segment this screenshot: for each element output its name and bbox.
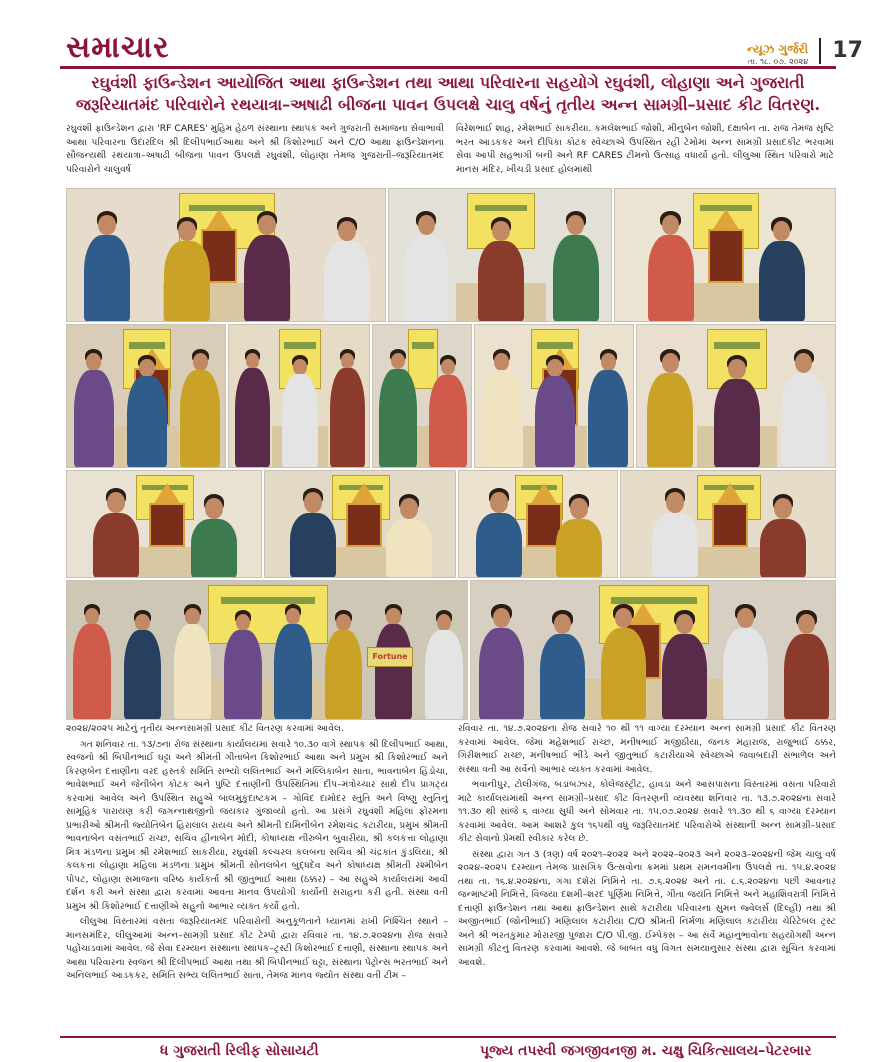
event-photo <box>228 324 370 468</box>
person-figure <box>191 496 237 578</box>
footer-left-heading: ધ ગુજરાતી રિલીફ સોસાયટી <box>160 1043 319 1059</box>
chariot-shrine-roof <box>530 483 558 505</box>
article-paragraph: લીલુઆ વિસ્તારમાં વસતા જરૂરિયાતમંદ પરિવારોની અનુકૂળતાને ધ્યાનમાં રાખી નિશ્ચિત સ્થાને – માનસમંદિર, લીલુઆમાં અન્ન–સામગ્રી પ્રસાદ કીટ ટેમ્પો દ્વારા રવિવાર તા. ૧૪.૭.૨૦૨૪ના રોજ સવારે પહોંચાડવામાં આવેલ. જે સેવા દરમ્યાન સંસ્થાના સ્થાપક–ટ્રસ્ટી કિશોરભાઈ દત્તાણી, સંસ્થાના સ્થાપક અને આથા પરિવારના સ્વજન શ્રી દિલીપભાઈ આથા તથા શ્રી બિપીનભાઈ ઘટ્ટા, સંસ્થાના પેટ્રોન્સ ભરતભાઈ અને અનિલભાઈ આડકકર, સમિતિ સભ્ય લલિતભાઈ સાતા, તેમજ માનવ જ્યોત સંસ્થા વતી ટીમ – <box>66 916 448 981</box>
person-figure <box>540 612 586 720</box>
person-figure <box>325 612 363 720</box>
person-figure <box>425 612 463 720</box>
chariot-shrine <box>712 503 748 546</box>
section-title: સમાચાર <box>66 30 170 65</box>
person-figure <box>282 357 318 468</box>
article-paragraph: રવિવાર તા. ૧૪.૭.૨૦૨૪ના રોજ સવારે ૧૦ થી ૧૧ વાગ્યા દરમ્યાન અન્ન સામગ્રી પ્રસાદ કીટ વિતરણ કરવામાં આવેલ. જેમાં મહેશભાઈ રાચ્છ, મનીષભાઈ મજીઠીયા, જનક મહારાજ, રાજુભાઈ ઠક્કર, ગિરીશભાઈ રાચ્છ, મનીષભાઈ ભીંડે અને જીતુભાઈ કટારીયાએ સ્વેચ્છાએ જવાબદારી સંભાળેલ અને સંસ્થા વતી આ સર્વેનો આભાર વ્યક્ત કરવામાં આવેલ. <box>458 723 836 775</box>
masthead <box>0 0 891 70</box>
person-figure <box>274 606 312 720</box>
article-paragraph: સંસ્થા દ્વારા ગત ૩ (ત્રણ) વર્ષ ૨૦૨૧–૨૦૨૨ અને ૨૦૨૨–૨૦૨૩ અને ૨૦૨૩–૨૦૨૪ની જેમ ચાલુ વર્ષ ૨૦૨૪–૨૦૨૫ દરમ્યાન તેમજ પ્રાસંગિક ઉત્સવોના ક્રમમાં પ્રથમ રામનવમીના ઉપલક્ષે તા. ૧૫.૪.૨૦૨૪ તથા તા. ૧૬.૪.૨૦૨૪ના, ગંગા દશેરા નિમિત્તે તા. ૭.૬.૨૦૨૪ અને તા. ૮.૬.૨૦૨૪ના પછી આવનાર જન્માષ્ટમી નિમિત્તે, વિજયા દશમી–શરદ પૂર્ણિમા નિમિત્તે, ગીતા જયંતિ નિમિત્તે અને મહાશિવરાત્રી નિમિત્તે દત્તાણી ફાઉન્ડેશન તથા આથા ફાઉન્ડેશન સાથે કટારીયા પરિવારના સુમન જ્વેલર્સ (દિલ્હી) તથા શ્રી અજીતભાઈ (જોનીભાઈ) મણિલાલ કટારીયા C/O શ્રીમતી નિર્મળા મણિલાલ કટારીયા ચેરિટેબલ ટ્રસ્ટ અને શ્રી ભરતકુમાર મોરારજી પુજારા C/O પી.જી. ઈમ્પેક્સ – આ સર્વે મહાનુભાવોના સહયોગથી અન્ન સામગ્રી કીટનું વિતરણ કરવામાં આવશે. જે બાબત વધુ વિગત સમયાનુસાર સંસ્થા દ્વારા સૂચિત કરવામાં આવશે. <box>458 848 836 968</box>
person-figure <box>648 213 694 322</box>
page-number: 17 <box>832 38 863 63</box>
person-figure <box>127 357 167 468</box>
chariot-shrine-roof <box>350 483 378 505</box>
display-table <box>682 283 771 322</box>
headline-line-1: રઘુવંશી ફાઉન્ડેશન આયોજિત આથા ફાઉન્ડેશન તથા આથા પરિવારના સહયોગે રઘુવંશી, લોહાણા અને ગુજરાતી <box>91 73 805 92</box>
person-figure <box>723 606 769 720</box>
person-figure <box>478 219 524 322</box>
person-figure <box>553 213 599 322</box>
person-figure <box>224 612 262 720</box>
person-figure <box>74 351 114 468</box>
person-figure <box>124 612 162 720</box>
publication-name: ન્યૂઝ ગુર્જરી <box>746 42 809 56</box>
masthead-divider <box>819 38 821 64</box>
person-figure <box>386 496 432 578</box>
person-figure <box>403 213 449 322</box>
person-figure <box>84 213 130 322</box>
person-figure <box>601 606 647 720</box>
person-figure <box>330 351 366 468</box>
person-figure <box>759 219 805 322</box>
person-figure <box>556 496 602 578</box>
intro-left: રઘુવંશી ફાઉન્ડેશન દ્વારા 'RF CARES' મુહિમ હેઠળ સંસ્થાના સ્થાપક અને ગુજરાતી સમાજના સેવાભાવી આથા પરિવારના ઉદારદિલ શ્રી દિલીપભાઈઆથા અને શ્રી કિશોરભાઈ અને C/O આથા ફાઉન્ડેશનના સૌજન્યથી રથયાત્રા–અષાઢી બીજના પાવન ઉપલક્ષે રઘુવંશી, લોહાણા તેમજ ગુજરાતી–જરૂરિયાતમંદ પરિવારોને ચાલુવર્ષ <box>66 123 444 175</box>
person-figure <box>535 357 575 468</box>
chariot-shrine-roof <box>153 483 181 505</box>
event-photo <box>264 470 456 578</box>
headline <box>60 72 836 116</box>
masthead-rule <box>60 66 836 69</box>
event-photo <box>66 580 468 720</box>
issue-date: તા. ૧૮. ૦૭. ૨૦૨૪ <box>747 57 809 66</box>
masthead-right <box>747 38 863 67</box>
event-photo <box>66 324 226 468</box>
event-photo <box>458 470 618 578</box>
person-figure <box>174 606 212 720</box>
chariot-shrine-roof <box>716 483 744 505</box>
person-figure <box>93 490 139 578</box>
person-figure <box>588 351 628 468</box>
person-figure <box>290 490 336 578</box>
event-photo <box>614 188 836 322</box>
chariot-shrine <box>346 503 382 546</box>
article-right-column <box>458 722 836 971</box>
person-figure <box>324 219 370 322</box>
event-photo <box>620 470 836 578</box>
event-photo <box>66 188 386 322</box>
event-photo <box>388 188 612 322</box>
chariot-shrine-roof <box>712 209 740 231</box>
person-figure <box>652 490 698 578</box>
chariot-shrine <box>708 229 744 283</box>
person-figure <box>784 612 830 720</box>
article-paragraph: ભવાનીપુર, ટોલીગંજ, બડાબઝાર, કોલેજસ્ટ્રીટ, હાવડા અને આસપાસના વિસ્તારમાં વસતા પરિવારો માટે કાર્યાલયમાંથી અન્ન સામગ્રી–પ્રસાદ કીટ વિતરણની વ્યવસ્થા શનિવાર તા. ૧૩.૭.૨૦૨૪ના સવારે ૧૧.૩૦ થી સાંજે ૬ વાગ્યા સુધી અને સોમવાર તા. ૧૫.૦૭.૨૦૨૪ સવારે ૧૧.૩૦ થી ૬ વાગ્યા દરમ્યાન કરવામાં આવેલ. આમ આશરે કુલ ૧૬૫થી વધુ જરૂરિયાતમંદ પરિવારોએ સંસ્થાની અન્ન સામગ્રી–પ્રસાદ કીટ સેવાનો પ્રેમથી સ્વીકાર કરેલ છે. <box>458 779 836 844</box>
person-figure <box>647 351 693 468</box>
footer <box>60 1036 836 1062</box>
person-figure <box>429 357 467 468</box>
intro-right: વિરેશભાઈ શાહ, રમેશભાઈ સાકરીયા. કમલેશભાઈ જોશી, મીનુબેન જોશી, દક્ષાબેન તા. રાજ તેમજ સૃષ્ટિ ભરત આડકકર અને દીપિકા કોટક સ્વેચ્છાએ ઉપસ્થિત રહી ટેમોમાં અન્ન સામગ્રી પ્રસાદકીટ ભરવામાં સેવા આપી સહભાગી બની અને RF CARES ટીમનો ઉત્સાહ વધાર્યો હતો. લીલુઆ સ્થિત પરિવારો માટે માનસ મંદિર, ખીચડી પ્રસાદ હોલમાંથી <box>456 123 834 175</box>
person-figure <box>164 219 210 322</box>
person-figure <box>244 213 290 322</box>
event-photo <box>66 470 262 578</box>
person-figure <box>479 606 525 720</box>
article-paragraph: ગત શનિવાર તા. ૧૩/૭ના રોજ સંસ્થાના કાર્યાલયમાં સવારે ૧૦.૩૦ વાગે સ્થાપક શ્રી દિલીપભાઈ આથા, સ્વજનો શ્રી બિપીનભાઈ ઘટ્ટા અને શ્રીમતી ગીતાબેન કિશોરભાઈ આથા અને પ્રમુખ શ્રી કિશોરભાઈ અને કિરણબેન દત્તાણીના વરદ હસ્તકે સમિતિ સભ્યો લલિતભાઈ અને મલ્લિકાબેન સાતા, ભાવનાબેન હિંડોચા, ભાવેશભાઈ અને જેનીબેન કોટક અને પુષ્ટિ દત્તાણીની ઉપસ્થિતિમાં દીપ–મંત્રોચ્ચાર સાથે દીપ પ્રાગટ્ય કરવામાં આવેલ અને ઉપસ્થિત સહુએ બાલમુકુંદાષ્ટકમ – ગોવિંદ દામોદર સ્તુતિ અને વિષ્ણુ સ્તુતિનું સામૂહિક પારાયણ કરી જગન્નાથજીનો જયકાર ગુંજાવ્યો હતો. આ પ્રસંગે રઘુવંશી મહિલા ફોરમના પ્રભારીઓ શ્રીમતી જ્યોતિબેન હિરાલાલ રાયચ અને શ્રીમતી દામિનીબેન રમેશચંદ્ર કટારીયા, પ્રમુખ શ્રીમતી ભાવનાબેન વસંતભાઈ રાચ્છ, સચિવ હીનાબેન મોદી, કોષાધ્યક્ષ નીરુબેન બુવારીયા, શ્રી કલકત્તા લોહાણા મિત્ર મંડળના પ્રમુખ શ્રી રમેશભાઈ સાકરીયા, રઘુવંશી કલ્ચરલ કલબના સચિવ શ્રી ચંદ્રકાંત કુંડલિયા, શ્રી કલકત્તા લોહાણા મહિલા મંડળના પ્રમુખ શ્રીમતી સોનલબેન બુદ્ધદેવ અને કોષાધ્યક્ષ શ્રીમતી રશ્મીબેન પોપટ, લોહાણા સમાજના વરિષ્ઠ કાર્યકર્તા શ્રી જીતુભાઈ આથા (ઠક્કર) – આ સહુએ કાર્યાલયમાં આવી દર્શન કરી અને સંસ્થા દ્વારા કરવામાં આવતા માનવ ઉપયોગી કાર્યોની સરાહના કરી હતી. સંસ્થા વતી પ્રમુખ શ્રી કિશોરભાઈ દત્તાણીએ સહુનો આભાર વ્યક્ત કર્યો હતો. <box>66 738 448 912</box>
person-figure <box>476 490 522 578</box>
person-figure <box>379 351 417 468</box>
person-figure <box>781 351 827 468</box>
person-figure <box>180 351 220 468</box>
footer-right-heading: પૂજ્ય તપસ્વી જગજીવનજી મ. ચક્ષુ ચિકિત્સાલય–પેટરબાર <box>480 1043 812 1059</box>
event-photo <box>474 324 634 468</box>
event-photo <box>636 324 836 468</box>
chariot-shrine <box>149 503 185 546</box>
person-figure <box>714 357 760 468</box>
event-photo <box>470 580 836 720</box>
event-photo <box>372 324 472 468</box>
article-left-column <box>66 722 448 985</box>
article-paragraph: ૨૦૨૪/૨૦૨૫ માટેનું તૃતીય અન્નસામગ્રી પ્રસાદ કીટ વિતરણ કરવામાં આવેલ. <box>66 723 344 734</box>
person-figure <box>482 351 522 468</box>
person-figure <box>73 606 111 720</box>
person-figure <box>662 612 708 720</box>
person-figure <box>760 496 806 578</box>
headline-line-2: જરૂરિયાતમંદ પરિવારોને રથયાત્રા–અષાઢી બીજના પાવન ઉપલક્ષે ચાલુ વર્ષનું તૃતીય અન્ન સામગ્રી–પ્રસાદ કીટ વિતરણ. <box>75 95 821 114</box>
person-figure <box>235 351 271 468</box>
fortune-bag: Fortune <box>367 647 413 667</box>
